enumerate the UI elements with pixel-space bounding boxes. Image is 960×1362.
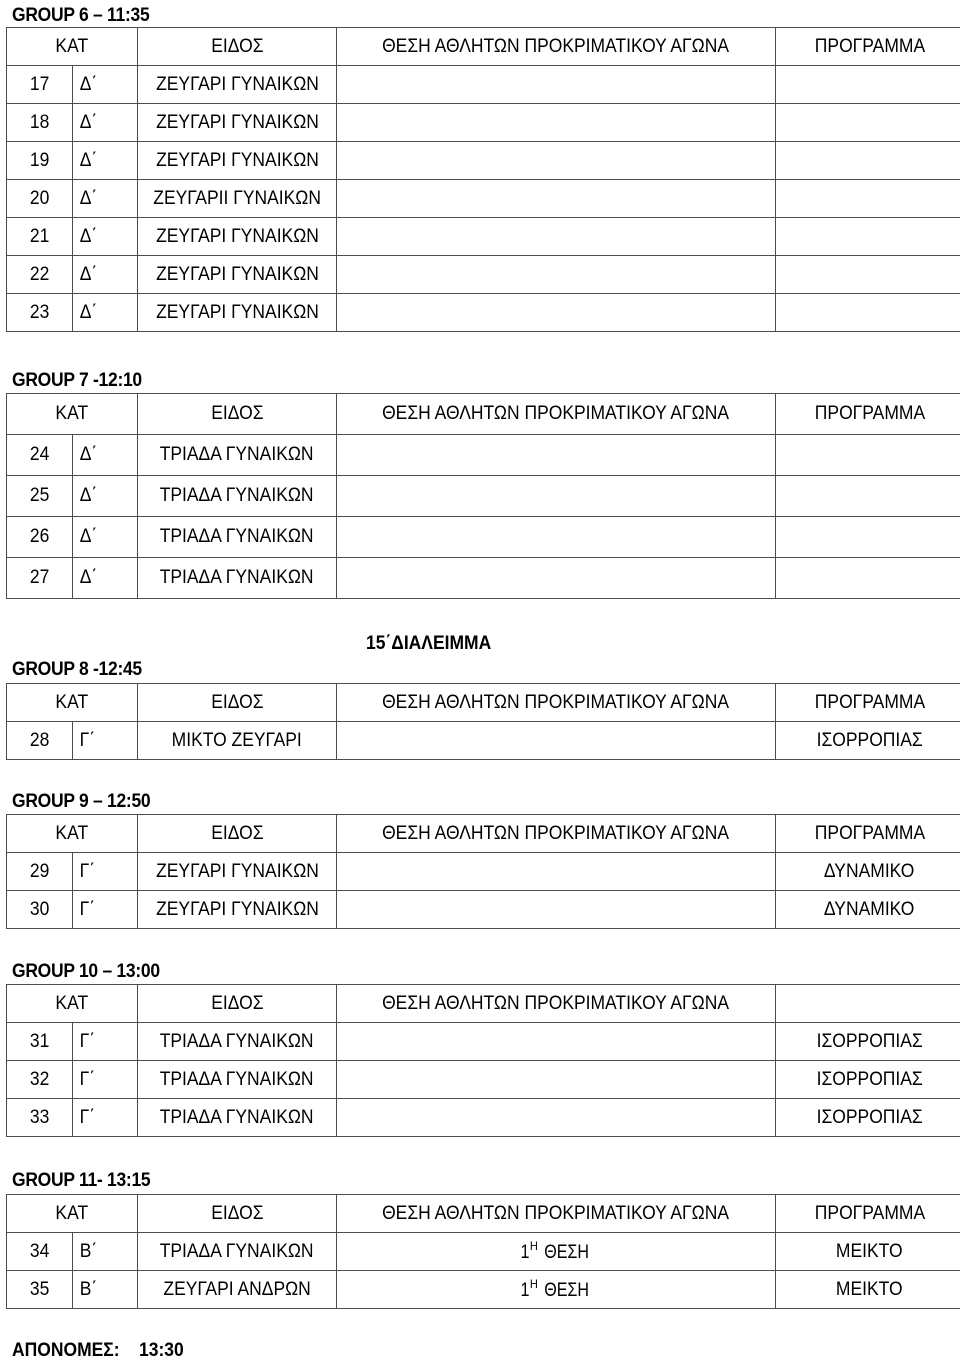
- awards-time: 13:30: [139, 1340, 184, 1361]
- header-thesi: ΘΕΣΗ ΑΘΛΗΤΩΝ ΠΡΟΚΡΙΜΑΤΙΚΟΥ ΑΓΩΝΑ: [383, 1203, 730, 1225]
- row-number: 21: [30, 226, 49, 248]
- header-eidos: ΕΙΔΟΣ: [211, 993, 263, 1015]
- row-eidos: ΖΕΥΓΑΡΙ ΓΥΝΑΙΚΩΝ: [156, 264, 319, 286]
- row-number: 20: [30, 188, 49, 210]
- row-kat: Δ΄: [79, 74, 97, 96]
- row-eidos: ΜΙΚΤΟ ΖΕΥΓΑΡΙ: [172, 730, 302, 752]
- row-number: 26: [30, 526, 49, 548]
- row-eidos: ΖΕΥΓΑΡΙ ΓΥΝΑΙΚΩΝ: [156, 861, 319, 883]
- row-eidos: ΤΡΙΑΔΑ ΓΥΝΑΙΚΩΝ: [160, 1031, 314, 1053]
- thesi-superscript: Η: [530, 1239, 538, 1253]
- row-kat: Γ΄: [79, 899, 94, 921]
- row-programma: ΙΣΟΡΡΟΠΙΑΣ: [816, 730, 922, 752]
- thesi-text: ΘΕΣΗ: [540, 1280, 589, 1302]
- table-row: [7, 476, 960, 517]
- table-row: [7, 256, 960, 294]
- row-number: 27: [30, 567, 49, 589]
- table-row: [7, 1099, 960, 1137]
- table-row: [7, 722, 960, 760]
- row-kat: Γ΄: [79, 861, 94, 883]
- group-title: GROUP 6 – 11:35: [12, 5, 149, 27]
- table-header-row: [7, 28, 960, 66]
- group-table: [6, 984, 960, 1137]
- header-eidos: ΕΙΔΟΣ: [211, 403, 263, 425]
- group-title: GROUP 9 – 12:50: [12, 791, 150, 813]
- row-eidos: ΤΡΙΑΔΑ ΓΥΝΑΙΚΩΝ: [160, 444, 314, 466]
- header-programma: ΠΡΟΓΡΑΜΜΑ: [814, 36, 924, 58]
- group-table: [6, 27, 960, 332]
- row-eidos: ΤΡΙΑΔΑ ΓΥΝΑΙΚΩΝ: [160, 567, 314, 589]
- row-kat: Δ΄: [79, 526, 97, 548]
- table-row: [7, 435, 960, 476]
- header-eidos: ΕΙΔΟΣ: [211, 823, 263, 845]
- row-kat: Δ΄: [79, 485, 97, 507]
- header-thesi: ΘΕΣΗ ΑΘΛΗΤΩΝ ΠΡΟΚΡΙΜΑΤΙΚΟΥ ΑΓΩΝΑ: [383, 403, 730, 425]
- row-kat: Γ΄: [79, 1031, 94, 1053]
- row-eidos: ΖΕΥΓΑΡΙ ΓΥΝΑΙΚΩΝ: [156, 74, 319, 96]
- row-number: 30: [30, 899, 49, 921]
- row-eidos: ΖΕΥΓΑΡΙ ΓΥΝΑΙΚΩΝ: [156, 899, 319, 921]
- group-title: GROUP 7 -12:10: [12, 370, 142, 392]
- header-programma: ΠΡΟΓΡΑΜΜΑ: [814, 692, 924, 714]
- row-kat: Γ΄: [79, 1107, 94, 1129]
- row-number: 29: [30, 861, 49, 883]
- group-title: GROUP 10 – 13:00: [12, 961, 160, 983]
- row-programma: ΙΣΟΡΡΟΠΙΑΣ: [816, 1107, 922, 1129]
- row-kat: Δ΄: [79, 112, 97, 134]
- row-programma: ΙΣΟΡΡΟΠΙΑΣ: [816, 1069, 922, 1091]
- row-thesi: [520, 1239, 591, 1263]
- row-kat: Β΄: [79, 1279, 96, 1301]
- row-number: 17: [30, 74, 49, 96]
- row-eidos: ΖΕΥΓΑΡΙ ΓΥΝΑΙΚΩΝ: [156, 302, 319, 324]
- row-programma: ΔΥΝΑΜΙΚΟ: [824, 861, 914, 883]
- break-label: 15΄ΔΙΑΛΕΙΜΜΑ: [366, 633, 491, 655]
- table-row: [7, 142, 960, 180]
- row-number: 24: [30, 444, 49, 466]
- row-number: 32: [30, 1069, 49, 1091]
- row-number: 18: [30, 112, 49, 134]
- header-eidos: ΕΙΔΟΣ: [211, 692, 263, 714]
- row-number: 23: [30, 302, 49, 324]
- table-row: [7, 1061, 960, 1099]
- header-programma: ΠΡΟΓΡΑΜΜΑ: [814, 1203, 924, 1225]
- row-kat: Γ΄: [79, 730, 94, 752]
- awards-label: ΑΠΟΝΟΜΕΣ:: [12, 1340, 120, 1361]
- table-row: [7, 180, 960, 218]
- table-header-row: [7, 684, 960, 722]
- table-row: [7, 558, 960, 599]
- table-row: [7, 1023, 960, 1061]
- group-table: [6, 683, 960, 760]
- header-kat: ΚΑΤ: [56, 36, 89, 58]
- table-row: [7, 517, 960, 558]
- row-number: 22: [30, 264, 49, 286]
- header-kat: ΚΑΤ: [56, 403, 89, 425]
- row-eidos: ΤΡΙΑΔΑ ΓΥΝΑΙΚΩΝ: [160, 485, 314, 507]
- row-number: 34: [30, 1241, 49, 1263]
- header-programma: ΠΡΟΓΡΑΜΜΑ: [814, 403, 924, 425]
- group-title: GROUP 11- 13:15: [12, 1170, 150, 1192]
- row-kat: Δ΄: [79, 150, 97, 172]
- row-eidos: ΤΡΙΑΔΑ ΓΥΝΑΙΚΩΝ: [160, 1241, 314, 1263]
- awards-line: [12, 1340, 184, 1362]
- header-eidos: ΕΙΔΟΣ: [211, 36, 263, 58]
- table-row: [7, 1233, 960, 1271]
- row-kat: Δ΄: [79, 226, 97, 248]
- header-programma: ΠΡΟΓΡΑΜΜΑ: [814, 823, 924, 845]
- thesi-number: 1: [521, 1280, 530, 1302]
- table-row: [7, 104, 960, 142]
- row-eidos: ΤΡΙΑΔΑ ΓΥΝΑΙΚΩΝ: [160, 1069, 314, 1091]
- group-table: [6, 393, 960, 599]
- table-row: [7, 853, 960, 891]
- header-kat: ΚΑΤ: [56, 993, 89, 1015]
- table-row: [7, 891, 960, 929]
- row-programma: ΜΕΙΚΤΟ: [836, 1279, 903, 1301]
- header-thesi: ΘΕΣΗ ΑΘΛΗΤΩΝ ΠΡΟΚΡΙΜΑΤΙΚΟΥ ΑΓΩΝΑ: [383, 692, 730, 714]
- row-eidos: ΖΕΥΓΑΡΙ ΓΥΝΑΙΚΩΝ: [156, 226, 319, 248]
- header-thesi: ΘΕΣΗ ΑΘΛΗΤΩΝ ΠΡΟΚΡΙΜΑΤΙΚΟΥ ΑΓΩΝΑ: [383, 823, 730, 845]
- table-header-row: [7, 815, 960, 853]
- thesi-number: 1: [521, 1242, 530, 1264]
- row-number: 28: [30, 730, 49, 752]
- header-thesi: ΘΕΣΗ ΑΘΛΗΤΩΝ ΠΡΟΚΡΙΜΑΤΙΚΟΥ ΑΓΩΝΑ: [383, 993, 730, 1015]
- group-table: [6, 814, 960, 929]
- row-kat: Β΄: [79, 1241, 96, 1263]
- row-eidos: ΤΡΙΑΔΑ ΓΥΝΑΙΚΩΝ: [160, 526, 314, 548]
- table-header-row: [7, 394, 960, 435]
- table-row: [7, 1271, 960, 1309]
- thesi-superscript: Η: [530, 1277, 538, 1291]
- row-eidos: ΖΕΥΓΑΡΙ ΓΥΝΑΙΚΩΝ: [156, 112, 319, 134]
- row-number: 19: [30, 150, 49, 172]
- row-programma: ΜΕΙΚΤΟ: [836, 1241, 903, 1263]
- group-title: GROUP 8 -12:45: [12, 659, 142, 681]
- header-eidos: ΕΙΔΟΣ: [211, 1203, 263, 1225]
- row-kat: Δ΄: [79, 567, 97, 589]
- row-number: 33: [30, 1107, 49, 1129]
- row-thesi: [520, 1277, 591, 1301]
- row-kat: Δ΄: [79, 444, 97, 466]
- group-table: [6, 1194, 960, 1309]
- row-number: 35: [30, 1279, 49, 1301]
- row-number: 25: [30, 485, 49, 507]
- header-kat: ΚΑΤ: [56, 823, 89, 845]
- header-thesi: ΘΕΣΗ ΑΘΛΗΤΩΝ ΠΡΟΚΡΙΜΑΤΙΚΟΥ ΑΓΩΝΑ: [383, 36, 730, 58]
- row-kat: Δ΄: [79, 264, 97, 286]
- table-row: [7, 218, 960, 256]
- row-kat: Δ΄: [79, 302, 97, 324]
- thesi-text: ΘΕΣΗ: [540, 1242, 589, 1264]
- row-kat: Δ΄: [79, 188, 97, 210]
- header-kat: ΚΑΤ: [56, 692, 89, 714]
- row-eidos: ΖΕΥΓΑΡΙΙ ΓΥΝΑΙΚΩΝ: [153, 188, 321, 210]
- table-row: [7, 66, 960, 104]
- table-row: [7, 294, 960, 332]
- row-programma: ΔΥΝΑΜΙΚΟ: [824, 899, 914, 921]
- table-header-row: [7, 985, 960, 1023]
- row-eidos: ΖΕΥΓΑΡΙ ΓΥΝΑΙΚΩΝ: [156, 150, 319, 172]
- table-header-row: [7, 1195, 960, 1233]
- row-kat: Γ΄: [79, 1069, 94, 1091]
- row-eidos: ΖΕΥΓΑΡΙ ΑΝΔΡΩΝ: [163, 1279, 310, 1301]
- row-eidos: ΤΡΙΑΔΑ ΓΥΝΑΙΚΩΝ: [160, 1107, 314, 1129]
- row-number: 31: [30, 1031, 49, 1053]
- row-programma: ΙΣΟΡΡΟΠΙΑΣ: [816, 1031, 922, 1053]
- header-kat: ΚΑΤ: [56, 1203, 89, 1225]
